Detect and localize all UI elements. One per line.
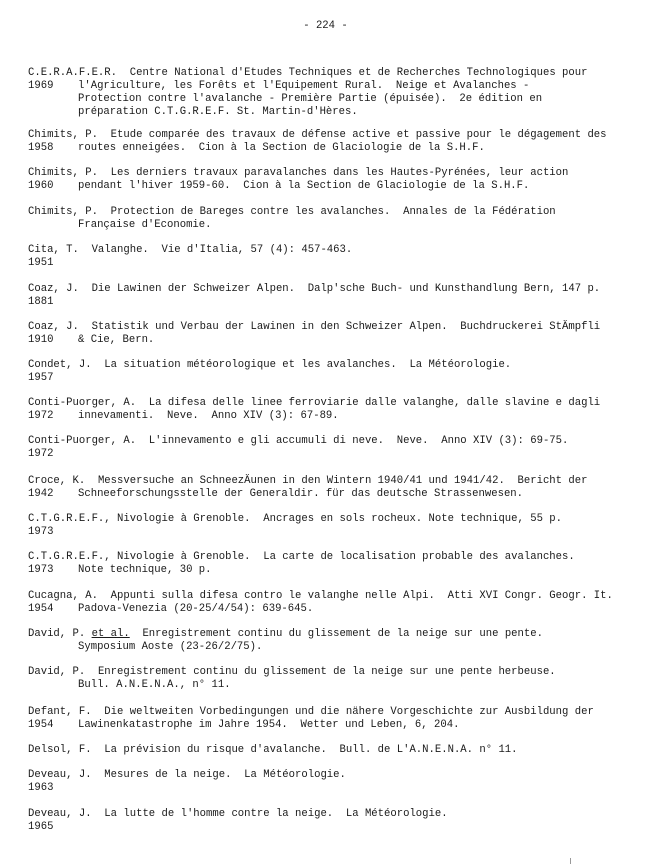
- entry-line: [28, 106, 628, 119]
- bibliography-entry: [28, 706, 628, 732]
- bibliography-entry: [28, 283, 628, 309]
- entry-text: Ancrages en sols rocheux. Note technique, 55 p.: [263, 513, 563, 525]
- entry-line: [28, 372, 628, 385]
- entry-first-line: [28, 769, 628, 782]
- entry-text: innevamenti. Neve. Anno XIV (3): 67-89.: [78, 410, 339, 422]
- entry-author: Conti-Puorger, A.: [28, 435, 137, 447]
- entry-author: Coaz, J.: [28, 283, 79, 295]
- entry-text: Etude comparée des travaux de défense active et passive pour le dégagement des: [110, 129, 607, 141]
- bibliography-entry: [28, 397, 628, 423]
- entry-first-line: [28, 359, 628, 372]
- entry-first-line: [28, 321, 628, 334]
- entry-author: Defant, F.: [28, 706, 92, 718]
- entry-line: [28, 334, 628, 347]
- entry-line: [28, 180, 628, 193]
- entry-line: [28, 679, 628, 692]
- bibliography-entry: [28, 666, 628, 692]
- entry-first-line: [28, 397, 628, 410]
- entry-author: Deveau, J.: [28, 769, 92, 781]
- entry-author: David, P.: [28, 628, 86, 640]
- entry-author: David, P.: [28, 666, 86, 678]
- entry-line: [28, 719, 628, 732]
- entry-line: [28, 782, 628, 795]
- bibliography-entry: [28, 628, 628, 654]
- entry-author: Chimits, P.: [28, 167, 98, 179]
- bibliography-entry: [28, 744, 628, 757]
- page-number: - 224 -: [303, 20, 348, 32]
- entry-first-line: [28, 283, 628, 296]
- entry-first-line: [28, 435, 628, 448]
- entry-author: Deveau, J.: [28, 808, 92, 820]
- entry-year: 1910: [28, 334, 54, 346]
- entry-first-line: [28, 590, 628, 603]
- entry-line: [28, 488, 628, 501]
- entry-author: Chimits, P.: [28, 206, 98, 218]
- entry-text: Appunti sulla difesa contro le valanghe nelle Alpi. Atti XVI Congr. Geogr. It.: [110, 590, 613, 602]
- entry-text: préparation C.T.G.R.E.F. St. Martin-d'Hères.: [78, 106, 358, 118]
- entry-first-line: [28, 206, 628, 219]
- entry-year: 1954: [28, 719, 54, 731]
- margin-mark: [570, 858, 577, 864]
- entry-text: Les derniers travaux paravalanches dans les Hautes-Pyrénées, leur action: [110, 167, 569, 179]
- entry-author: Coaz, J.: [28, 321, 79, 333]
- entry-et-al: et al.: [91, 628, 130, 640]
- entry-author: C.E.R.A.F.E.R.: [28, 67, 118, 79]
- bibliography-entry: [28, 769, 628, 795]
- entry-text: & Cie, Bern.: [78, 334, 155, 346]
- entry-first-line: [28, 513, 628, 526]
- entry-text: L'innevamento e gli accumuli di neve. Neve. Anno XIV (3): 69-75.: [148, 435, 569, 447]
- bibliography-entry: [28, 551, 628, 577]
- entry-first-line: [28, 475, 628, 488]
- entry-text: pendant l'hiver 1959-60. Cion à la Section de Glaciologie de la S.H.F.: [78, 180, 530, 192]
- entry-year: 1954: [28, 603, 54, 615]
- entry-text: Padova-Venezia (20-25/4/54): 639-645.: [78, 603, 314, 615]
- entry-line: [28, 564, 628, 577]
- entry-year: 1972: [28, 410, 54, 422]
- entry-author: C.T.G.R.E.F., Nivologie à Grenoble.: [28, 513, 251, 525]
- entry-year: 1965: [28, 821, 54, 833]
- entry-author: Cucagna, A.: [28, 590, 98, 602]
- entry-first-line: [28, 244, 628, 257]
- bibliography-entry: [28, 359, 628, 385]
- entry-text: Française d'Economie.: [78, 219, 212, 231]
- entry-text: Die weltweiten Vorbedingungen und die nähere Vorgeschichte zur Ausbildung der: [104, 706, 594, 718]
- bibliography-entry: [28, 244, 628, 270]
- bibliography-entry: [28, 321, 628, 347]
- entry-author: Condet, J.: [28, 359, 92, 371]
- entry-year: 1958: [28, 142, 54, 154]
- entry-year: 1957: [28, 372, 54, 384]
- entry-year: 1973: [28, 526, 54, 538]
- entry-line: [28, 641, 628, 654]
- entry-year: 1973: [28, 564, 54, 576]
- entry-text: routes enneigées. Cion à la Section de Glaciologie de la S.H.F.: [78, 142, 485, 154]
- entry-first-line: [28, 129, 628, 142]
- bibliography-entry: [28, 129, 628, 155]
- entry-author: Chimits, P.: [28, 129, 98, 141]
- entry-first-line: [28, 628, 628, 641]
- bibliography-entry: [28, 590, 628, 616]
- entry-first-line: [28, 167, 628, 180]
- entry-line: [28, 821, 628, 834]
- entry-text: La carte de localisation probable des avalanches.: [263, 551, 575, 563]
- entry-year: 1942: [28, 488, 54, 500]
- bibliography-entry: [28, 206, 628, 232]
- entry-text: Mesures de la neige. La Météorologie.: [104, 769, 346, 781]
- entry-line: [28, 93, 628, 106]
- entry-text: Schneeforschungsstelle der Generaldir. für das deutsche Strassenwesen.: [78, 488, 524, 500]
- entry-first-line: [28, 67, 628, 80]
- entry-line: [28, 219, 628, 232]
- entry-line: [28, 296, 628, 309]
- entry-author: C.T.G.R.E.F., Nivologie à Grenoble.: [28, 551, 251, 563]
- entry-first-line: [28, 808, 628, 821]
- entry-text: La situation météorologique et les avalanches. La Météorologie.: [104, 359, 512, 371]
- entry-line: [28, 448, 628, 461]
- entry-text: Protection contre l'avalanche - Première Partie (épuisée). 2e édition en: [78, 93, 543, 105]
- entry-first-line: [28, 551, 628, 564]
- entry-text: Bull. A.N.E.N.A., n° 11.: [78, 679, 231, 691]
- entry-text: Protection de Bareges contre les avalanches. Annales de la Fédération: [110, 206, 556, 218]
- entry-first-line: [28, 706, 628, 719]
- entry-line: [28, 526, 628, 539]
- entry-year: 1969: [28, 80, 54, 92]
- entry-year: 1972: [28, 448, 54, 460]
- entry-line: [28, 142, 628, 155]
- entry-text: Lawinenkatastrophe im Jahre 1954. Wetter und Leben, 6, 204.: [78, 719, 460, 731]
- entry-text: La lutte de l'homme contre la neige. La Météorologie.: [104, 808, 448, 820]
- bibliography-entry: [28, 513, 628, 539]
- entry-year: 1951: [28, 257, 54, 269]
- entry-text: Symposium Aoste (23-26/2/75).: [78, 641, 263, 653]
- entry-author: Delsol, F.: [28, 744, 92, 756]
- entry-line: [28, 257, 628, 270]
- entry-first-line: [28, 666, 628, 679]
- entry-text: Enregistrement continu du glissement de la neige sur une pente herbeuse.: [97, 666, 556, 678]
- entry-text: La difesa delle linee ferroviarie dalle valanghe, dalle slavine e dagli: [148, 397, 601, 409]
- entry-text: l'Agriculture, les Forêts et l'Equipement Rural. Neige et Avalanches -: [78, 80, 530, 92]
- bibliography-entry: [28, 435, 628, 461]
- entry-line: [28, 603, 628, 616]
- entry-first-line: [28, 744, 628, 757]
- entry-text: Centre National d'Etudes Techniques et de Recherches Technologiques pour: [129, 67, 588, 79]
- entry-text: Die Lawinen der Schweizer Alpen. Dalp'sche Buch- und Kunsthandlung Bern, 147 p.: [91, 283, 601, 295]
- entry-author: Croce, K.: [28, 475, 86, 487]
- entry-text: Messversuche an SchneezÄunen in den Wintern 1940/41 und 1941/42. Bericht der: [97, 475, 588, 487]
- entry-text: Statistik und Verbau der Lawinen in den Schweizer Alpen. Buchdruckerei StÄmpfli: [91, 321, 601, 333]
- entry-author: Cita, T.: [28, 244, 79, 256]
- entry-text: Valanghe. Vie d'Italia, 57 (4): 457-463.: [91, 244, 353, 256]
- entry-line: [28, 410, 628, 423]
- entry-line: [28, 80, 628, 93]
- entry-year: 1960: [28, 180, 54, 192]
- entry-year: 1963: [28, 782, 54, 794]
- entry-year: 1881: [28, 296, 54, 308]
- entry-text: Enregistrement continu du glissement de la neige sur une pente.: [142, 628, 543, 640]
- entry-text: La prévision du risque d'avalanche. Bull. de L'A.N.E.N.A. n° 11.: [104, 744, 518, 756]
- bibliography-entry: [28, 808, 628, 834]
- bibliography-entry: [28, 67, 628, 119]
- entry-text: Note technique, 30 p.: [78, 564, 212, 576]
- bibliography-entry: [28, 475, 628, 501]
- bibliography-entry: [28, 167, 628, 193]
- entry-author: Conti-Puorger, A.: [28, 397, 137, 409]
